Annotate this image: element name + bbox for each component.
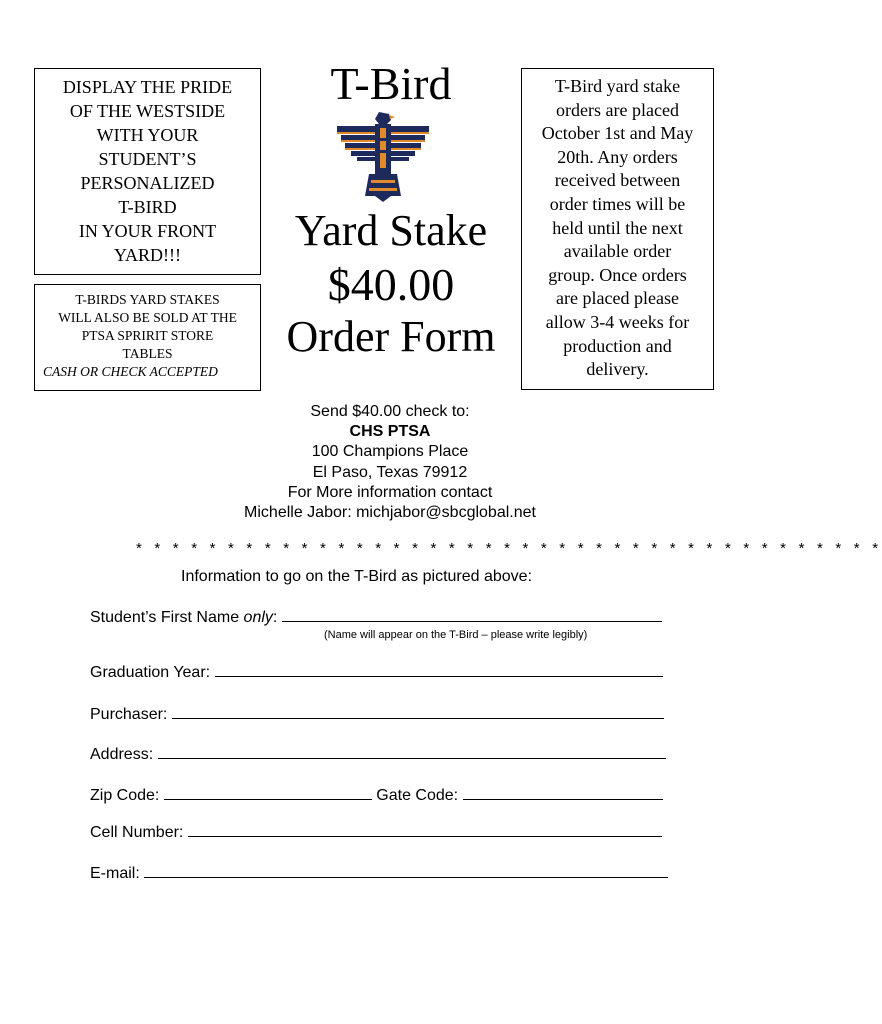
zip-code-line[interactable] [164,785,372,800]
pride-line: YARD!!! [114,245,181,265]
schedule-line: T-Bird yard stake [554,76,681,96]
schedule-line: allow 3-4 weeks for [545,311,690,332]
schedule-line: held until the next [552,217,683,238]
cell-number-label: Cell Number: [90,824,184,841]
pride-line: IN YOUR FRONT [78,221,217,241]
cell-number-field[interactable] [90,822,662,843]
purchaser-label: Purchaser: [90,706,168,723]
schedule-line: order times will be [549,193,686,214]
info-instruction: Information to go on the T-Bird as pictured above: [181,568,533,585]
schedule-line: October 1st and May [541,123,694,144]
spirit-store-line: T-BIRDS YARD STAKES [75,292,220,307]
schedule-line: 20th. Any orders [557,146,678,167]
more-info-line: For More information contact [287,483,493,501]
pride-line: OF THE WESTSIDE [69,101,226,121]
schedule-line: group. Once orders [548,264,687,285]
order-schedule-box [521,68,714,390]
zip-code-label: Zip Code: [90,787,160,804]
purchaser-field[interactable] [90,704,664,725]
spirit-store-line: TABLES [122,346,173,361]
gate-code-line[interactable] [463,785,663,800]
organization-name: CHS PTSA [349,423,431,441]
graduation-year-line[interactable] [215,662,663,677]
address-label: Address: [90,746,154,763]
spirit-store-box [34,284,261,391]
email-label: E-mail: [90,865,140,882]
pride-line: DISPLAY THE PRIDE [62,77,233,97]
schedule-line: production and [563,335,672,356]
schedule-line: received between [554,170,681,191]
cell-number-line[interactable] [188,822,662,837]
t-bird-title: T-Bird [330,58,452,109]
city-state-zip: El Paso, Texas 79912 [312,463,468,481]
gate-code-label: Gate Code: [376,787,459,804]
address-line[interactable] [158,744,666,759]
schedule-line: available order [563,241,672,262]
price-heading: $40.00 [327,259,455,310]
yard-stake-heading: Yard Stake [294,206,488,255]
schedule-line: delivery. [586,359,649,380]
first-name-label: Student’s First Name [90,609,244,626]
pride-line: STUDENT’S [98,149,197,169]
spirit-store-line: PTSA SPRIRIT STORE [81,328,214,343]
thunderbird-icon [335,110,431,202]
pride-line: PERSONALIZED [80,173,215,193]
first-name-line[interactable] [282,607,662,622]
purchaser-line[interactable] [172,704,664,719]
schedule-line: are placed please [556,288,679,309]
zip-gate-field[interactable] [90,785,663,806]
pride-line: WITH YOUR [96,125,199,145]
contact-line: Michelle Jabor: michjabor@sbcglobal.net [244,504,536,522]
street-address: 100 Champions Place [311,443,469,461]
first-name-colon: : [272,609,278,626]
address-field[interactable] [90,744,666,765]
mailing-instructions [120,402,660,523]
pride-line: T-BIRD [118,197,177,217]
first-name-note: (Name will appear on the T-Bird – please write legibly) [324,629,588,641]
payment-note: CASH OR CHECK ACCEPTED [43,364,218,379]
first-name-field[interactable] [90,607,662,628]
schedule-line: orders are placed [556,99,679,120]
pride-message-box [34,68,261,275]
graduation-year-label: Graduation Year: [90,664,211,681]
divider-stars: * * * * * * * * * * * * * * * * * * * * * * * * * * * * * * * * * * * * * * * * * [136,540,882,557]
send-check-line: Send $40.00 check to: [310,403,470,420]
order-form-heading: Order Form [286,312,496,361]
email-line[interactable] [144,863,668,878]
spirit-store-line: WILL ALSO BE SOLD AT THE [58,310,237,325]
email-field[interactable] [90,863,668,884]
first-name-label-only: only [243,609,273,626]
graduation-year-field[interactable] [90,662,663,683]
